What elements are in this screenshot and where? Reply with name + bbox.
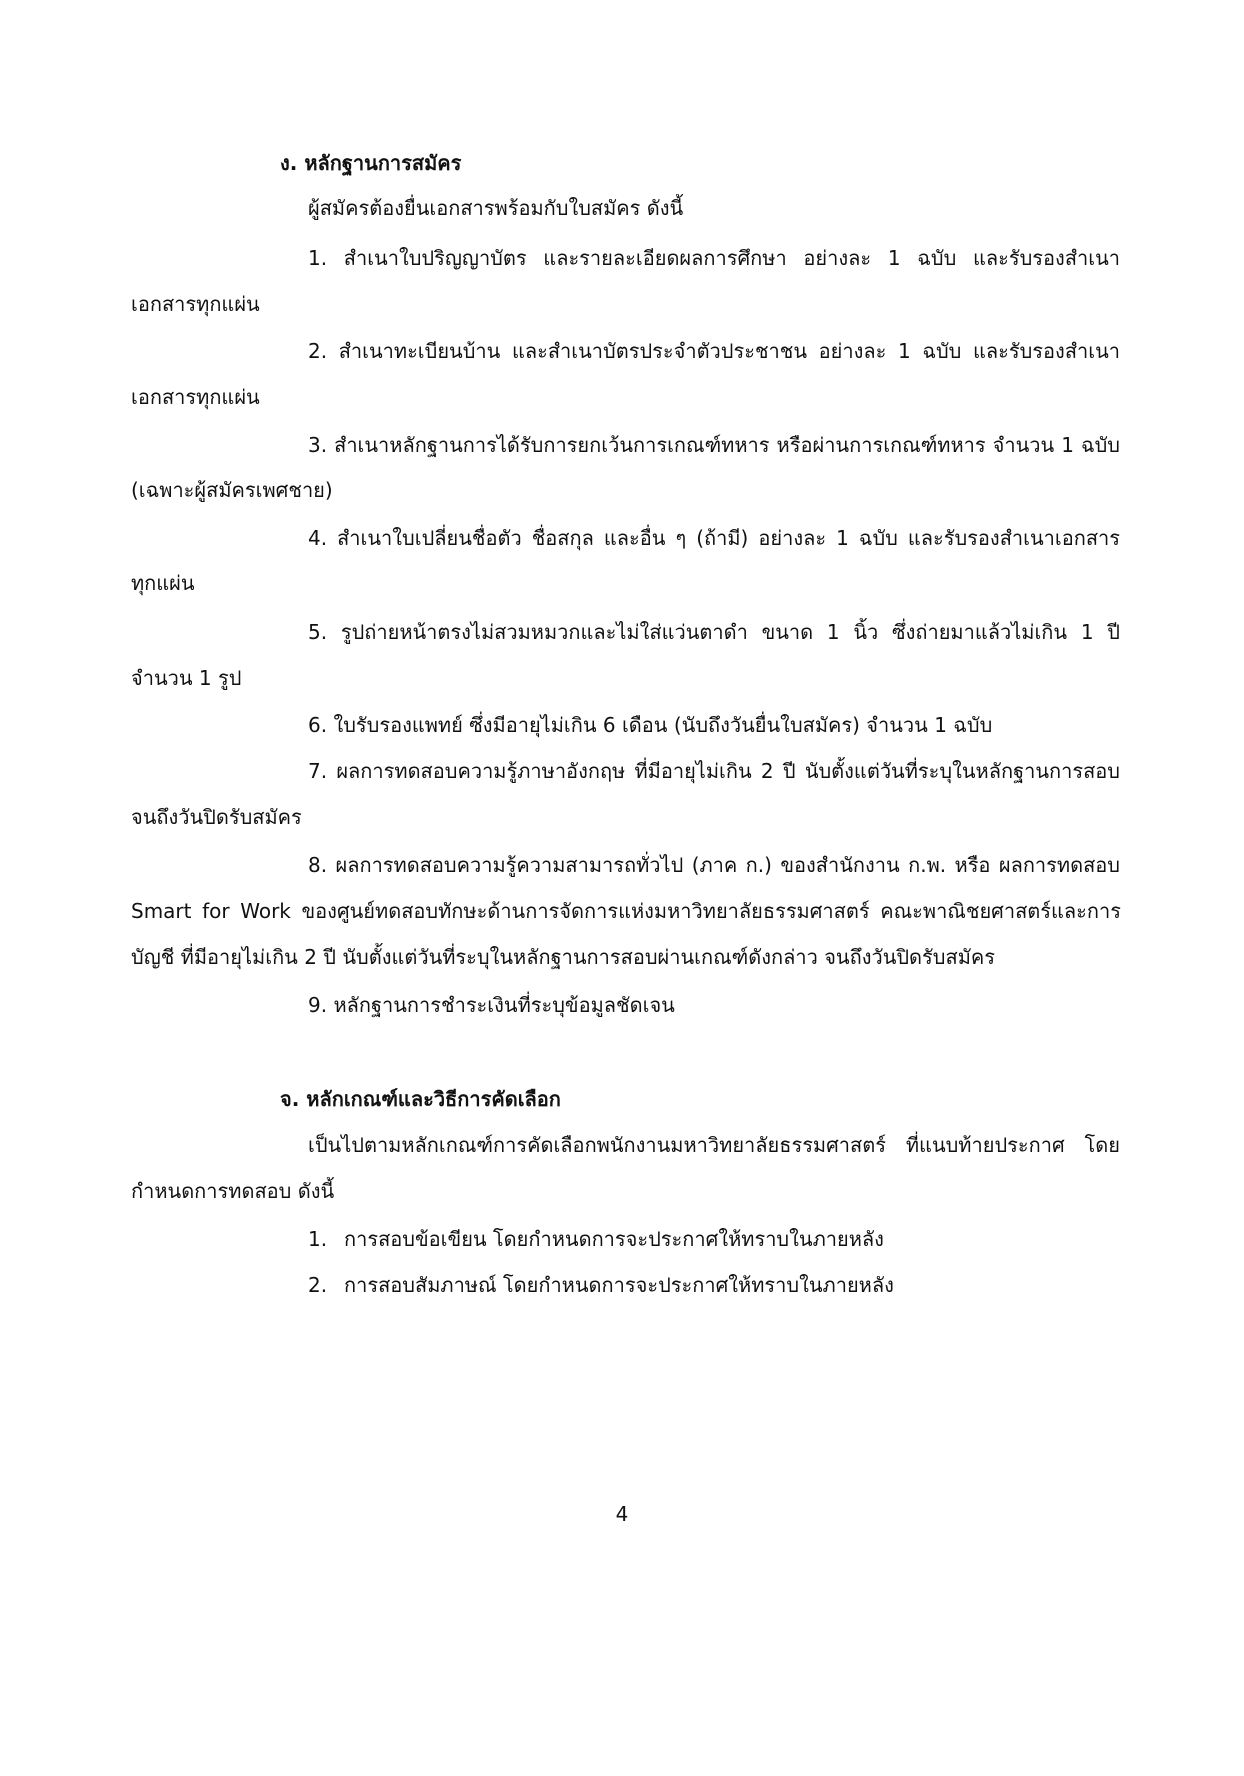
item-2-line-2: เอกสารทุกแผ่น: [131, 385, 260, 409]
item-6-line-1: 6. ใบรับรองแพทย์ ซึ่งมีอายุไม่เกิน 6 เดือน (นับถึงวันยื่นใบสมัคร) จำนวน 1 ฉบับ: [308, 713, 993, 737]
item-4-line-1: 4. สำเนาใบเปลี่ยนชื่อตัว ชื่อสกุล และอื่น ๆ (ถ้ามี) อย่างละ 1 ฉบับ และรับรองสำเนาเอกสาร: [308, 526, 1120, 550]
page-number: 4: [615, 1502, 629, 1526]
item-2-line-1: 2. สำเนาทะเบียนบ้าน และสำเนาบัตรประจำตัวประชาชน อย่างละ 1 ฉบับ และรับรองสำเนา: [308, 339, 1120, 363]
item-8-line-3: บัญชี ที่มีอายุไม่เกิน 2 ปี นับตั้งแต่วันที่ระบุในหลักฐานการสอบผ่านเกณฑ์ดังกล่าว จนถึงวันปิดรับสมัคร: [131, 945, 995, 969]
item-1-line-1: 1. สำเนาใบปริญญาบัตร และรายละเอียดผลการศึกษา อย่างละ 1 ฉบับ และรับรองสำเนา: [308, 246, 1120, 270]
item-7-line-1: 7. ผลการทดสอบความรู้ภาษาอังกฤษ ที่มีอายุไม่เกิน 2 ปี นับตั้งแต่วันที่ระบุในหลักฐานการสอบ: [308, 759, 1120, 783]
selection-item-2-text: การสอบสัมภาษณ์ โดยกำหนดการจะประกาศให้ทราบในภายหลัง: [344, 1273, 894, 1297]
section-d-heading: ง. หลักฐานการสมัคร: [280, 151, 462, 175]
item-5-line-1: 5. รูปถ่ายหน้าตรงไม่สวมหมวกและไม่ใส่แว่นตาดำ ขนาด 1 นิ้ว ซึ่งถ่ายมาแล้วไม่เกิน 1 ปี: [308, 620, 1120, 644]
item-7-line-2: จนถึงวันปิดรับสมัคร: [131, 805, 302, 829]
item-1-line-2: เอกสารทุกแผ่น: [131, 292, 260, 316]
item-9-line-1: 9. หลักฐานการชำระเงินที่ระบุข้อมูลชัดเจน: [308, 993, 675, 1017]
selection-item-2-number: 2.: [308, 1273, 328, 1297]
item-3-line-2: (เฉพาะผู้สมัครเพศชาย): [131, 478, 333, 502]
item-8-line-1: 8. ผลการทดสอบความรู้ความสามารถทั่วไป (ภาค ก.) ของสำนักงาน ก.พ. หรือ ผลการทดสอบ: [308, 853, 1120, 877]
section-e-heading: จ. หลักเกณฑ์และวิธีการคัดเลือก: [280, 1087, 561, 1111]
item-5-line-2: จำนวน 1 รูป: [131, 666, 242, 690]
item-3-line-1: 3. สำเนาหลักฐานการได้รับการยกเว้นการเกณฑ์ทหาร หรือผ่านการเกณฑ์ทหาร จำนวน 1 ฉบับ: [308, 433, 1120, 457]
item-4-line-2: ทุกแผ่น: [131, 571, 195, 595]
section-d-intro: ผู้สมัครต้องยื่นเอกสารพร้อมกับใบสมัคร ดังนี้: [308, 196, 684, 220]
selection-item-1-number: 1.: [308, 1227, 328, 1251]
selection-item-1-text: การสอบข้อเขียน โดยกำหนดการจะประกาศให้ทราบในภายหลัง: [344, 1227, 884, 1251]
item-8-line-2: Smart for Work ของศูนย์ทดสอบทักษะด้านการจัดการแห่งมหาวิทยาลัยธรรมศาสตร์ คณะพาณิชยศาสตร์และการ: [131, 899, 1121, 923]
section-e-intro-line-1: เป็นไปตามหลักเกณฑ์การคัดเลือกพนักงานมหาวิทยาลัยธรรมศาสตร์ ที่แนบท้ายประกาศ โดย: [308, 1133, 1120, 1157]
section-e-intro-line-2: กำหนดการทดสอบ ดังนี้: [131, 1179, 335, 1203]
